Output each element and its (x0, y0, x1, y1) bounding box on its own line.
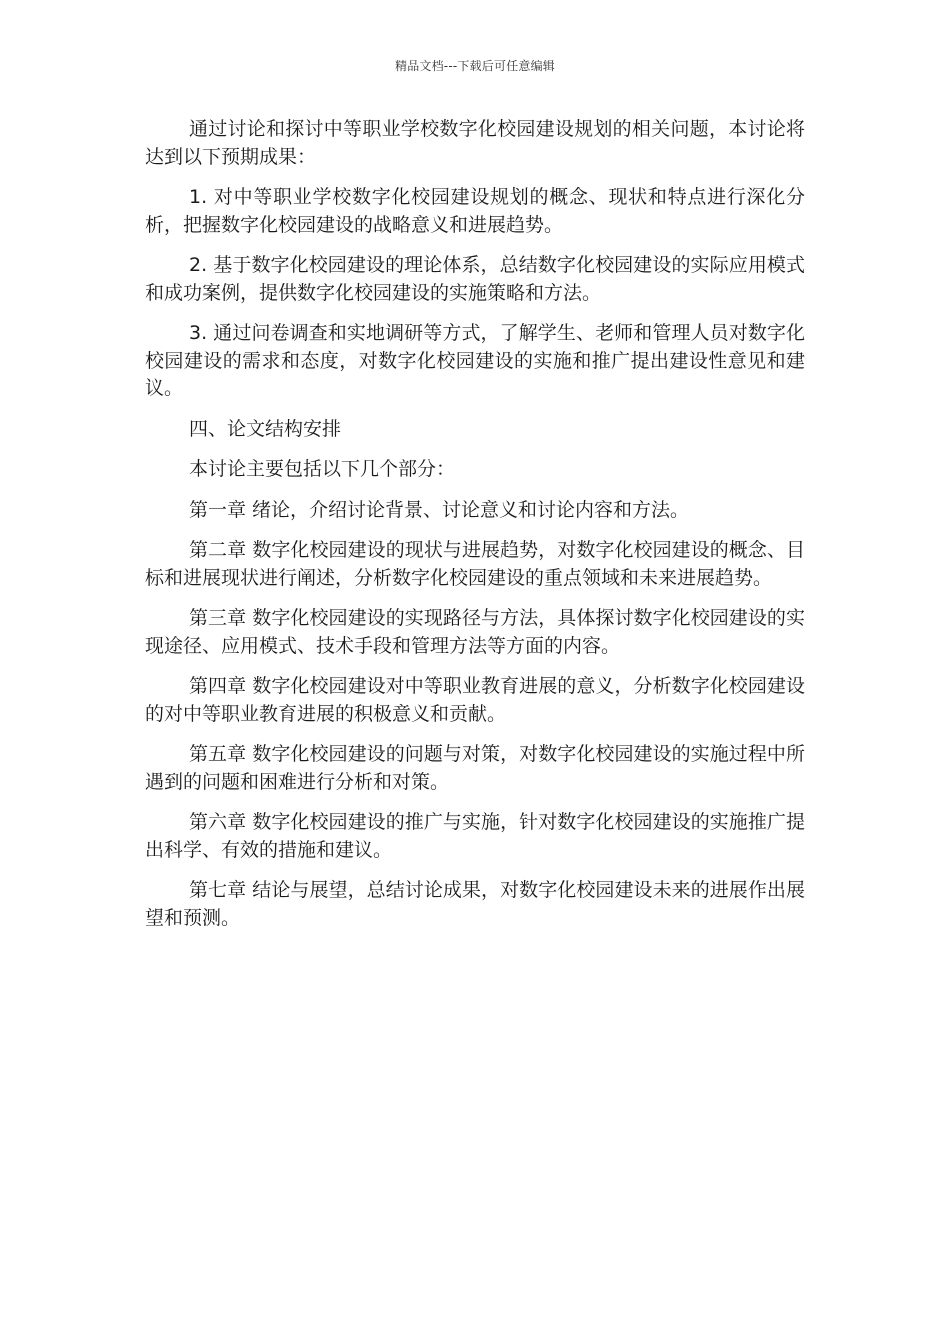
paragraph-result-2: 2. 基于数字化校园建设的理论体系，总结数字化校园建设的实际应用模式和成功案例，提供数字化校园建设的实施策略和方法。 (145, 254, 805, 304)
paragraph-result-1: 1. 对中等职业学校数字化校园建设规划的概念、现状和特点进行深化分析，把握数字化校园建设的战略意义和进展趋势。 (145, 186, 805, 236)
paragraph-result-3: 3. 通过问卷调查和实地调研等方式，了解学生、老师和管理人员对数字化校园建设的需求和态度，对数字化校园建设的实施和推广提出建设性意见和建议。 (145, 322, 805, 399)
page-header: 精品文档---下载后可任意编辑 (395, 59, 555, 73)
paragraph-structure-intro: 本讨论主要包括以下几个部分： (189, 458, 456, 480)
paragraph-expected-results-intro: 通过讨论和探讨中等职业学校数字化校园建设规划的相关问题，本讨论将达到以下预期成果： (145, 118, 805, 168)
paragraph-chapter-1: 第一章 绪论，介绍讨论背景、讨论意义和讨论内容和方法。 (189, 498, 690, 521)
paragraph-chapter-2: 第二章 数字化校园建设的现状与进展趋势，对数字化校园建设的概念、目标和进展现状进行阐述，分析数字化校园建设的重点领域和未来进展趋势。 (145, 539, 805, 589)
document-body (145, 116, 805, 945)
paragraph-chapter-7: 第七章 结论与展望，总结讨论成果，对数字化校园建设未来的进展作出展望和预测。 (145, 879, 805, 929)
section-heading-structure: 四、论文结构安排 (189, 417, 342, 440)
paragraph-chapter-6: 第六章 数字化校园建设的推广与实施，针对数字化校园建设的实施推广提出科学、有效的措施和建议。 (145, 811, 805, 861)
paragraph-chapter-4: 第四章 数字化校园建设对中等职业教育进展的意义，分析数字化校园建设的对中等职业教育进展的积极意义和贡献。 (145, 675, 805, 725)
paragraph-chapter-3: 第三章 数字化校园建设的实现路径与方法，具体探讨数字化校园建设的实现途径、应用模式、技术手段和管理方法等方面的内容。 (145, 607, 805, 657)
paragraph-chapter-5: 第五章 数字化校园建设的问题与对策，对数字化校园建设的实施过程中所遇到的问题和困难进行分析和对策。 (145, 743, 805, 793)
